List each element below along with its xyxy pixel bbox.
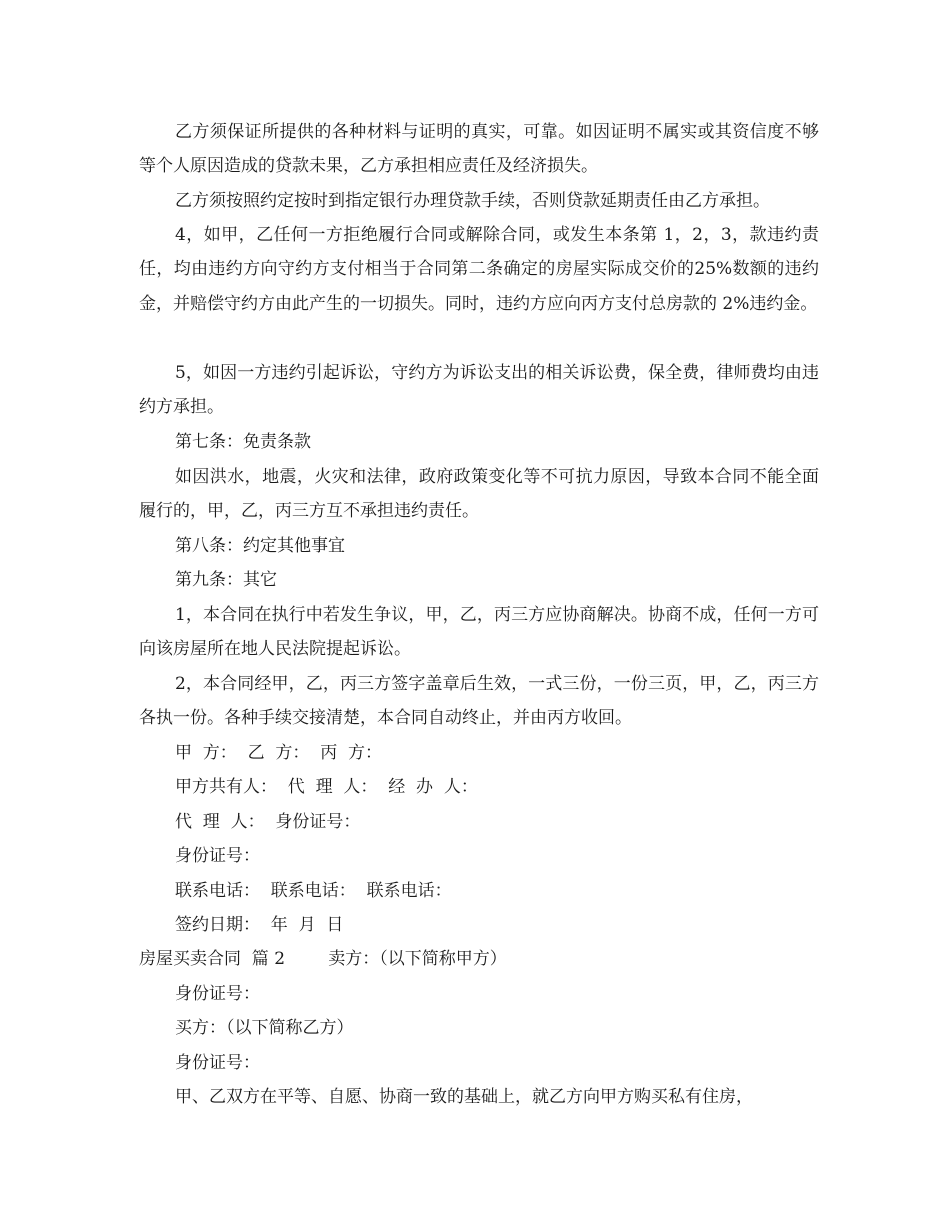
article-8-heading: 第八条：约定其他事宜 [175,536,345,556]
article-7-heading: 第七条：免责条款 [175,432,311,452]
buyer-id-number: 身份证号： [175,1053,260,1073]
article-9-heading: 第九条：其它 [175,570,277,590]
paragraph-dispute-resolution: 1，本合同在执行中若发生争议，甲，乙，丙三方应协商解决。协商不成，任何一方可向该房屋所在地人民法院提起诉讼。 [139,605,819,660]
contract-2-heading: 房屋买卖合同 篇 2 卖方：（以下简称甲方） [139,949,507,969]
signature-phones: 联系电话： 联系电话： 联系电话： [175,881,452,901]
paragraph-effectiveness: 2，本合同经甲，乙，丙三方签字盖章后生效，一式三份，一份三页，甲，乙，丙三方各执一份。各种手续交接清楚，本合同自动终止，并由丙方收回。 [139,674,819,729]
paragraph-material-guarantee: 乙方须保证所提供的各种材料与证明的真实，可靠。如因证明不属实或其资信度不够等个人原因造成的贷款未果，乙方承担相应责任及经济损失。 [139,122,819,177]
seller-id-number: 身份证号： [175,984,260,1004]
buyer-line: 买方：（以下简称乙方） [175,1018,354,1038]
signature-parties: 甲 方： 乙 方： 丙 方： [175,743,383,763]
paragraph-force-majeure: 如因洪水，地震，火灾和法律，政府政策变化等不可抗力原因，导致本合同不能全面履行的，甲，乙，丙三方互不承担违约责任。 [139,467,819,522]
contract-2-intro: 甲、乙双方在平等、自愿、协商一致的基础上，就乙方向甲方购买私有住房， [175,1087,753,1107]
signature-agent-id: 代 理 人： 身份证号： [175,812,361,832]
signature-agents: 甲方共有人： 代 理 人： 经 办 人： [175,777,478,797]
paragraph-litigation-costs: 5，如因一方违约引起诉讼，守约方为诉讼支出的相关诉讼费，保全费，律师费均由违约方承担。 [139,363,819,418]
paragraph-loan-procedure: 乙方须按照约定按时到指定银行办理贷款手续，否则贷款延期责任由乙方承担。 [175,191,770,211]
signature-date: 签约日期： 年 月 日 [175,915,344,935]
signature-id-number: 身份证号： [175,846,260,866]
paragraph-breach-penalty: 4，如甲，乙任何一方拒绝履行合同或解除合同，或发生本条第 1，2，3，款违约责任，均由违约方向守约方支付相当于合同第二条确定的房屋实际成交价的25%数额的违约金，并赔偿守约方由此产生的一切损失。同时，违约方应向丙方支付总房款的 2%违约金。 [139,225,819,314]
